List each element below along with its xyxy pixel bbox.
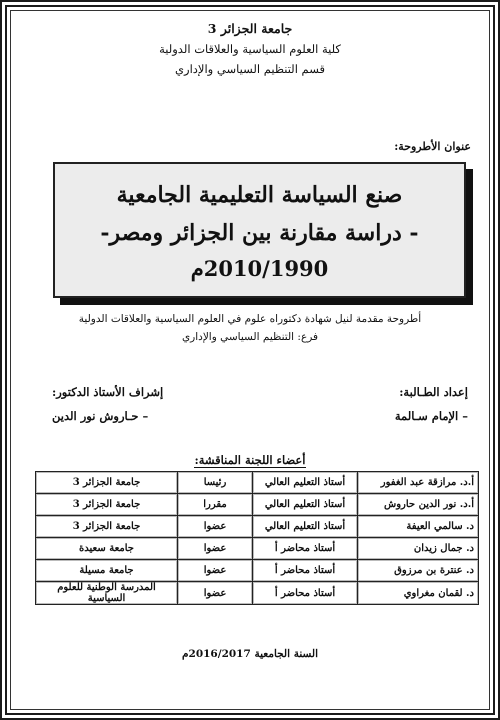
member-role: مقررا — [178, 494, 253, 516]
member-role: عضوا — [178, 560, 253, 582]
member-rank: أستاذ محاضر أ — [253, 560, 358, 582]
table-row — [36, 494, 479, 516]
branch-name: فرع: التنظيم السياسي والإداري — [181, 331, 319, 343]
member-name: د. سالمي العيفة — [358, 516, 479, 538]
table-row — [36, 516, 479, 538]
supervisor-label: إشراف الأستاذ الدكتور: — [52, 385, 164, 399]
member-role: عضوا — [178, 538, 253, 560]
faculty-name: كلية العلوم السياسية والعلاقات الدولية — [159, 42, 341, 56]
department-name: قسم التنظيم السياسي والإداري — [175, 62, 325, 76]
member-rank: أستاذ التعليم العالي — [253, 472, 358, 494]
prepared-by-label: إعداد الطـالبة: — [399, 385, 468, 399]
member-institution: جامعة سعيدة — [36, 538, 178, 560]
supervisor-name: – حـاروش نور الدين — [52, 409, 149, 423]
committee-title — [7, 453, 493, 467]
member-institution: جامعة مسيلة — [36, 560, 178, 582]
academic-year: السنة الجامعية 2016/2017م — [182, 648, 318, 660]
member-name: أ.د. نور الدين حاروش — [358, 494, 479, 516]
member-role: رئيسا — [178, 472, 253, 494]
thesis-title-label: عنوان الأطروحة: — [394, 140, 471, 153]
member-role: عضوا — [178, 582, 253, 605]
committee-title-text: أعضاء اللجنة المناقشة: — [194, 453, 306, 467]
table-row — [36, 582, 479, 605]
student-name: – الإمام سـالمة — [394, 409, 468, 423]
member-institution: جامعة الجزائر 3 — [36, 516, 178, 538]
member-rank: أستاذ التعليم العالي — [253, 494, 358, 516]
thesis-title-line-1: صنع السياسة التعليمية الجامعية — [116, 182, 403, 208]
degree-description: أطروحة مقدمة لنيل شهادة دكتوراه علوم في العلوم السياسية والعلاقات الدولية — [78, 313, 422, 325]
member-rank: أستاذ محاضر أ — [253, 582, 358, 605]
member-rank: أستاذ التعليم العالي — [253, 516, 358, 538]
thesis-title-line-2: - دراسة مقارنة بين الجزائر ومصر- — [100, 220, 419, 246]
member-role: عضوا — [178, 516, 253, 538]
member-name: د. لقمان مغراوي — [358, 582, 479, 605]
table-row — [36, 560, 479, 582]
thesis-subtitle — [7, 310, 493, 346]
table-row — [36, 538, 479, 560]
member-name: أ.د. مرازقة عبد الغفور — [358, 472, 479, 494]
member-name: د. عنترة بن مرزوق — [358, 560, 479, 582]
member-institution: جامعة الجزائر 3 — [36, 472, 178, 494]
thesis-title-box — [53, 162, 466, 298]
university-name: جامعة الجزائر 3 — [207, 21, 293, 36]
thesis-title-period: 2010/1990م — [190, 256, 329, 281]
member-name: د. جمال زيدان — [358, 538, 479, 560]
committee-table — [35, 471, 479, 605]
table-row — [36, 472, 479, 494]
member-institution: المدرسة الوطنية للعلوم السياسية — [36, 582, 178, 605]
institution-header — [7, 19, 493, 79]
member-rank: أستاذ محاضر أ — [253, 538, 358, 560]
member-institution: جامعة الجزائر 3 — [36, 494, 178, 516]
